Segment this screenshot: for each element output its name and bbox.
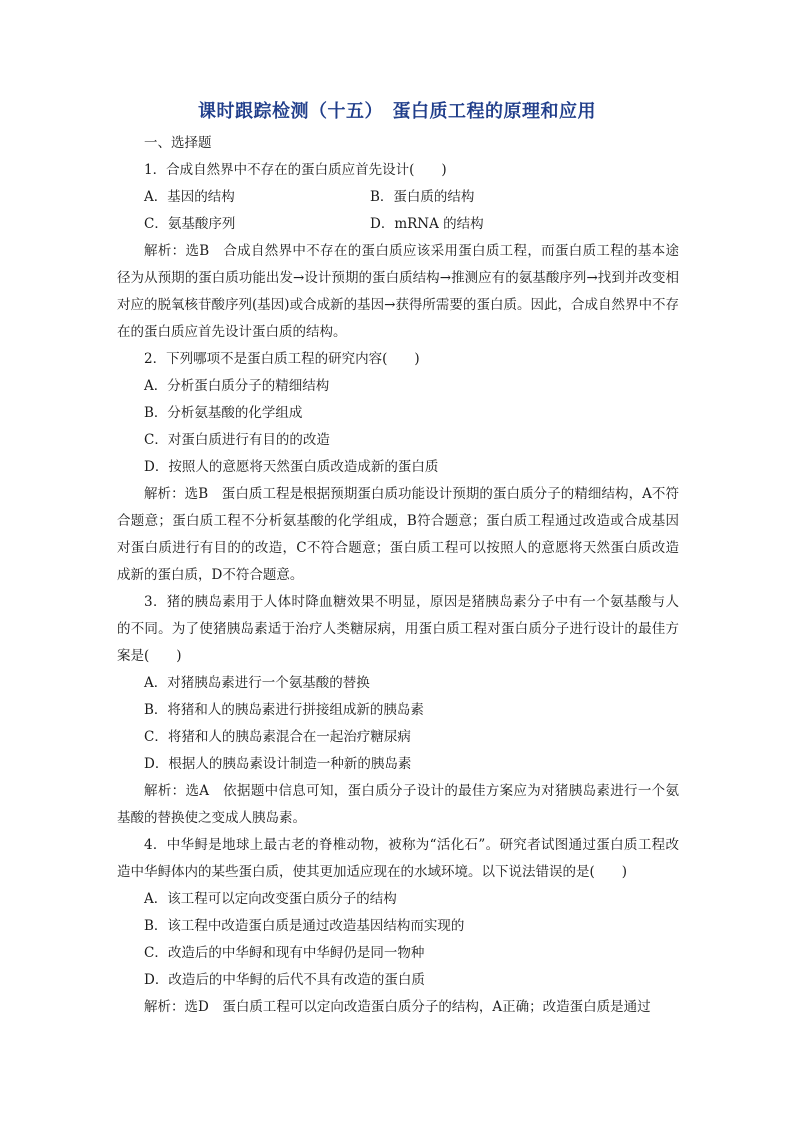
question-3-analysis: 解析：选A 依据题中信息可知，蛋白质分子设计的最佳方案应为对猪胰岛素进行一个氨基酸的替换使之变成人胰岛素。 — [117, 783, 679, 826]
page-title: 课时跟踪检测（十五） 蛋白质工程的原理和应用 — [198, 101, 596, 122]
question-1-option-d: D．mRNA 的结构 — [370, 216, 484, 232]
question-4-option-d: D．改造后的中华鲟的后代不具有改造的蛋白质 — [144, 972, 425, 988]
question-2-option-d: D．按照人的意愿将天然蛋白质改造成新的蛋白质 — [144, 459, 439, 475]
question-4-stem: 4．中华鲟是地球上最古老的脊椎动物，被称为“活化石”。研究者试图通过蛋白质工程改造中华鲟体内的某些蛋白质，使其更加适应现在的水域环境。以下说法错误的是( ) — [117, 837, 679, 880]
question-4-option-c: C．改造后的中华鲟和现有中华鲟仍是同一物种 — [144, 945, 425, 961]
question-2-option-b: B．分析氨基酸的化学组成 — [144, 405, 303, 421]
question-4-option-a: A．该工程可以定向改变蛋白质分子的结构 — [144, 891, 397, 907]
question-2-option-a: A．分析蛋白质分子的精细结构 — [144, 378, 330, 394]
question-1-option-b: B．蛋白质的结构 — [370, 189, 475, 205]
section-heading: 一、选择题 — [144, 135, 212, 151]
question-3-option-c: C．将猪和人的胰岛素混合在一起治疗糖尿病 — [144, 729, 411, 745]
document-body — [117, 130, 679, 1021]
question-2-option-c: C．对蛋白质进行有目的的改造 — [144, 432, 330, 448]
question-1-analysis: 解析：选B 合成自然界中不存在的蛋白质应该采用蛋白质工程，而蛋白质工程的基本途径为从预期的蛋白质功能出发→设计预期的蛋白质结构→推测应有的氨基酸序列→找到并改变相对应的脱氧核苷酸序列(基因)或合成新的基因→获得所需要的蛋白质。因此，合成自然界中不存在的蛋白质应首先设计蛋白质的结构。 — [117, 243, 679, 340]
question-1-option-c: C．氨基酸序列 — [144, 216, 236, 232]
question-3-stem: 3．猪的胰岛素用于人体时降血糖效果不明显，原因是猪胰岛素分子中有一个氨基酸与人的不同。为了使猪胰岛素适于治疗人类糖尿病，用蛋白质工程对蛋白质分子进行设计的最佳方案是( ) — [117, 594, 679, 664]
question-3-option-b: B．将猪和人的胰岛素进行拼接组成新的胰岛素 — [144, 702, 424, 718]
question-2-analysis: 解析：选B 蛋白质工程是根据预期蛋白质功能设计预期的蛋白质分子的精细结构，A不符合题意；蛋白质工程不分析氨基酸的化学组成，B符合题意；蛋白质工程通过改造或合成基因对蛋白质进行有目的的改造，C不符合题意；蛋白质工程可以按照人的意愿将天然蛋白质改造成新的蛋白质，D不符合题意。 — [117, 486, 679, 583]
question-3-option-a: A．对猪胰岛素进行一个氨基酸的替换 — [144, 675, 370, 691]
question-1-options-row-1 — [117, 184, 679, 211]
question-1-options-row-2 — [117, 211, 679, 238]
question-2-stem: 2．下列哪项不是蛋白质工程的研究内容( ) — [144, 351, 420, 367]
question-1-option-a: A．基因的结构 — [144, 189, 235, 205]
question-4-option-b: B．该工程中改造蛋白质是通过改造基因结构而实现的 — [144, 918, 465, 934]
question-3-option-d: D．根据人的胰岛素设计制造一种新的胰岛素 — [144, 756, 412, 772]
question-4-analysis: 解析：选D 蛋白质工程可以定向改造蛋白质分子的结构，A正确；改造蛋白质是通过 — [144, 999, 651, 1015]
question-1-stem: 1．合成自然界中不存在的蛋白质应首先设计( ) — [144, 162, 447, 178]
